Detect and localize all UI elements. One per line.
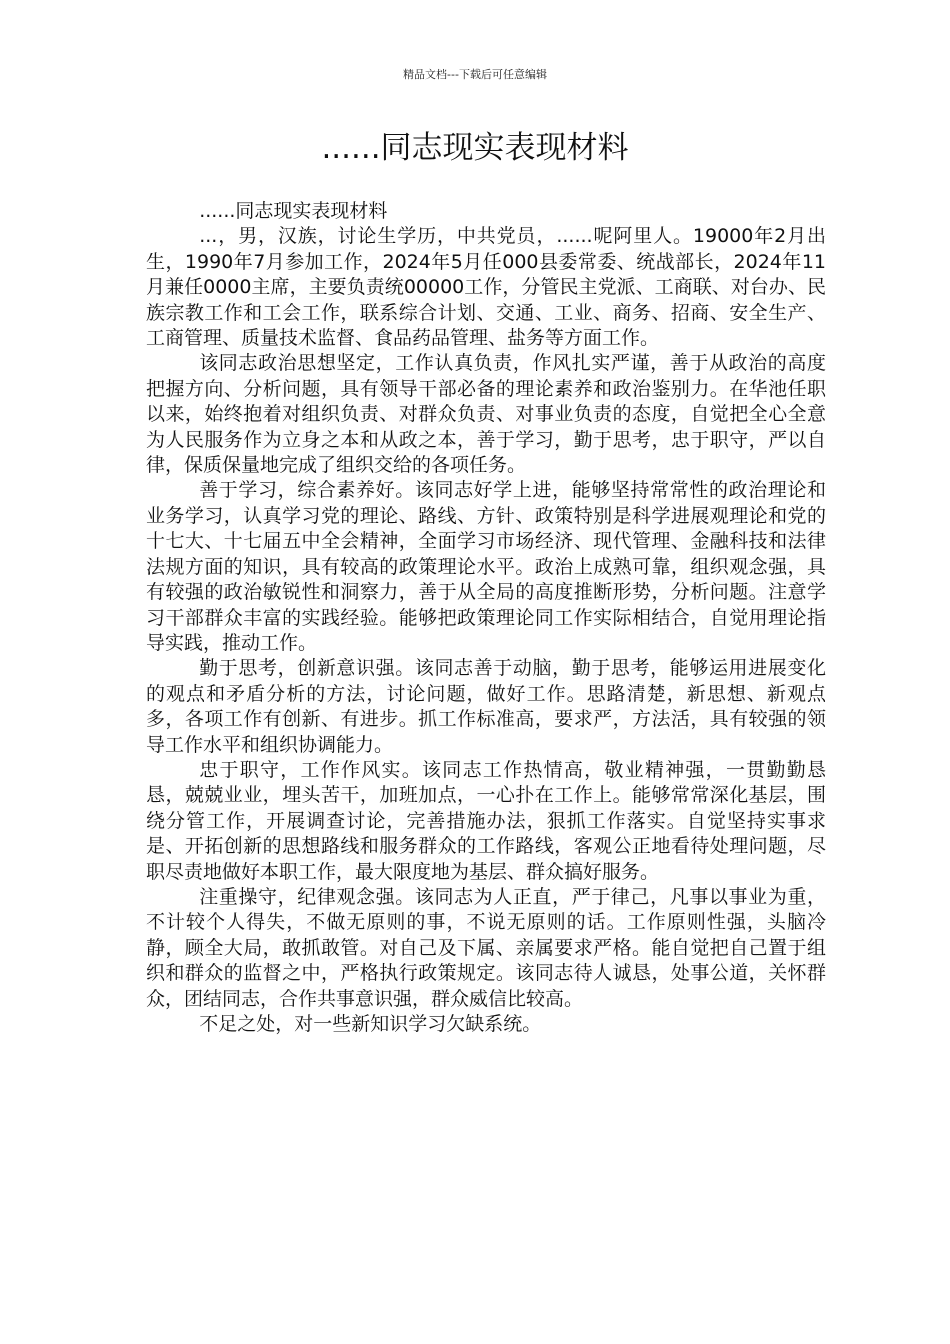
document-body — [146, 199, 826, 1037]
paragraph-political: 该同志政治思想坚定，工作认真负责，作风扎实严谨，善于从政治的高度把握方向、分析问题，具有领导干部必备的理论素养和政治鉴别力。在华池任职以来，始终抱着对组织负责、对群众负责、对事业负责的态度，自觉把全心全意为人民服务作为立身之本和从政之本，善于学习，勤于思考，忠于职守，严以自律，保质保量地完成了组织交给的各项任务。 — [146, 352, 826, 477]
paragraph-duty: 忠于职守，工作作风实。该同志工作热情高，敬业精神强，一贯勤勤恳恳，兢兢业业，埋头苦干，加班加点，一心扑在工作上。能够常常深化基层，围绕分管工作，开展调查讨论，完善措施办法，狠抓工作落实。自觉坚持实事求是、开拓创新的思想路线和服务群众的工作路线，客观公正地看待处理问题，尽职尽责地做好本职工作，最大限度地为基层、群众搞好服务。 — [146, 758, 826, 883]
paragraph-thinking: 勤于思考，创新意识强。该同志善于动脑，勤于思考，能够运用进展变化的观点和矛盾分析的方法，讨论问题，做好工作。思路清楚，新思想、新观点多，各项工作有创新、有进步。抓工作标准高，要求严，方法活，具有较强的领导工作水平和组织协调能力。 — [146, 657, 826, 756]
paragraph-discipline: 注重操守，纪律观念强。该同志为人正直，严于律己，凡事以事业为重，不计较个人得失，不做无原则的事，不说无原则的话。工作原则性强，头脑冷静，顾全大局，敢抓敢管。对自己及下属、亲属要求严格。能自觉把自己置于组织和群众的监督之中，严格执行政策规定。该同志待人诚恳，处事公道，关怀群众，团结同志，合作共事意识强，群众威信比较高。 — [146, 885, 826, 1010]
paragraph-shortcoming: 不足之处，对一些新知识学习欠缺系统。 — [199, 1013, 542, 1035]
paragraph-profile: ...，男，汉族，讨论生学历，中共党员，......呢阿里人。19000年2月出生，1990年7月参加工作，2024年5月任000县委常委、统战部长，2024年11月兼任0000主席，主要负责统00000工作，分管民主党派、工商联、对台办、民族宗教工作和工会工作，联系综合计划、交通、工业、商务、招商、安全生产、工商管理、质量技术监督、食品药品管理、盐务等方面工作。 — [146, 225, 826, 350]
document-title: ......同志现实表现材料 — [321, 130, 629, 166]
body-subtitle: ......同志现实表现材料 — [199, 200, 388, 222]
header-note: 精品文档---下载后可任意编辑 — [403, 68, 547, 81]
paragraph-learning: 善于学习，综合素养好。该同志好学上进，能够坚持常常性的政治理论和业务学习，认真学习党的理论、路线、方针、政策特别是科学进展观理论和党的十七大、十七届五中全会精神，全面学习市场经济、现代管理、金融科技和法律法规方面的知识，具有较高的政策理论水平。政治上成熟可靠，组织观念强，具有较强的政治敏锐性和洞察力，善于从全局的高度推断形势，分析问题。注意学习干部群众丰富的实践经验。能够把政策理论同工作实际相结合，自觉用理论指导实践，推动工作。 — [146, 479, 826, 654]
